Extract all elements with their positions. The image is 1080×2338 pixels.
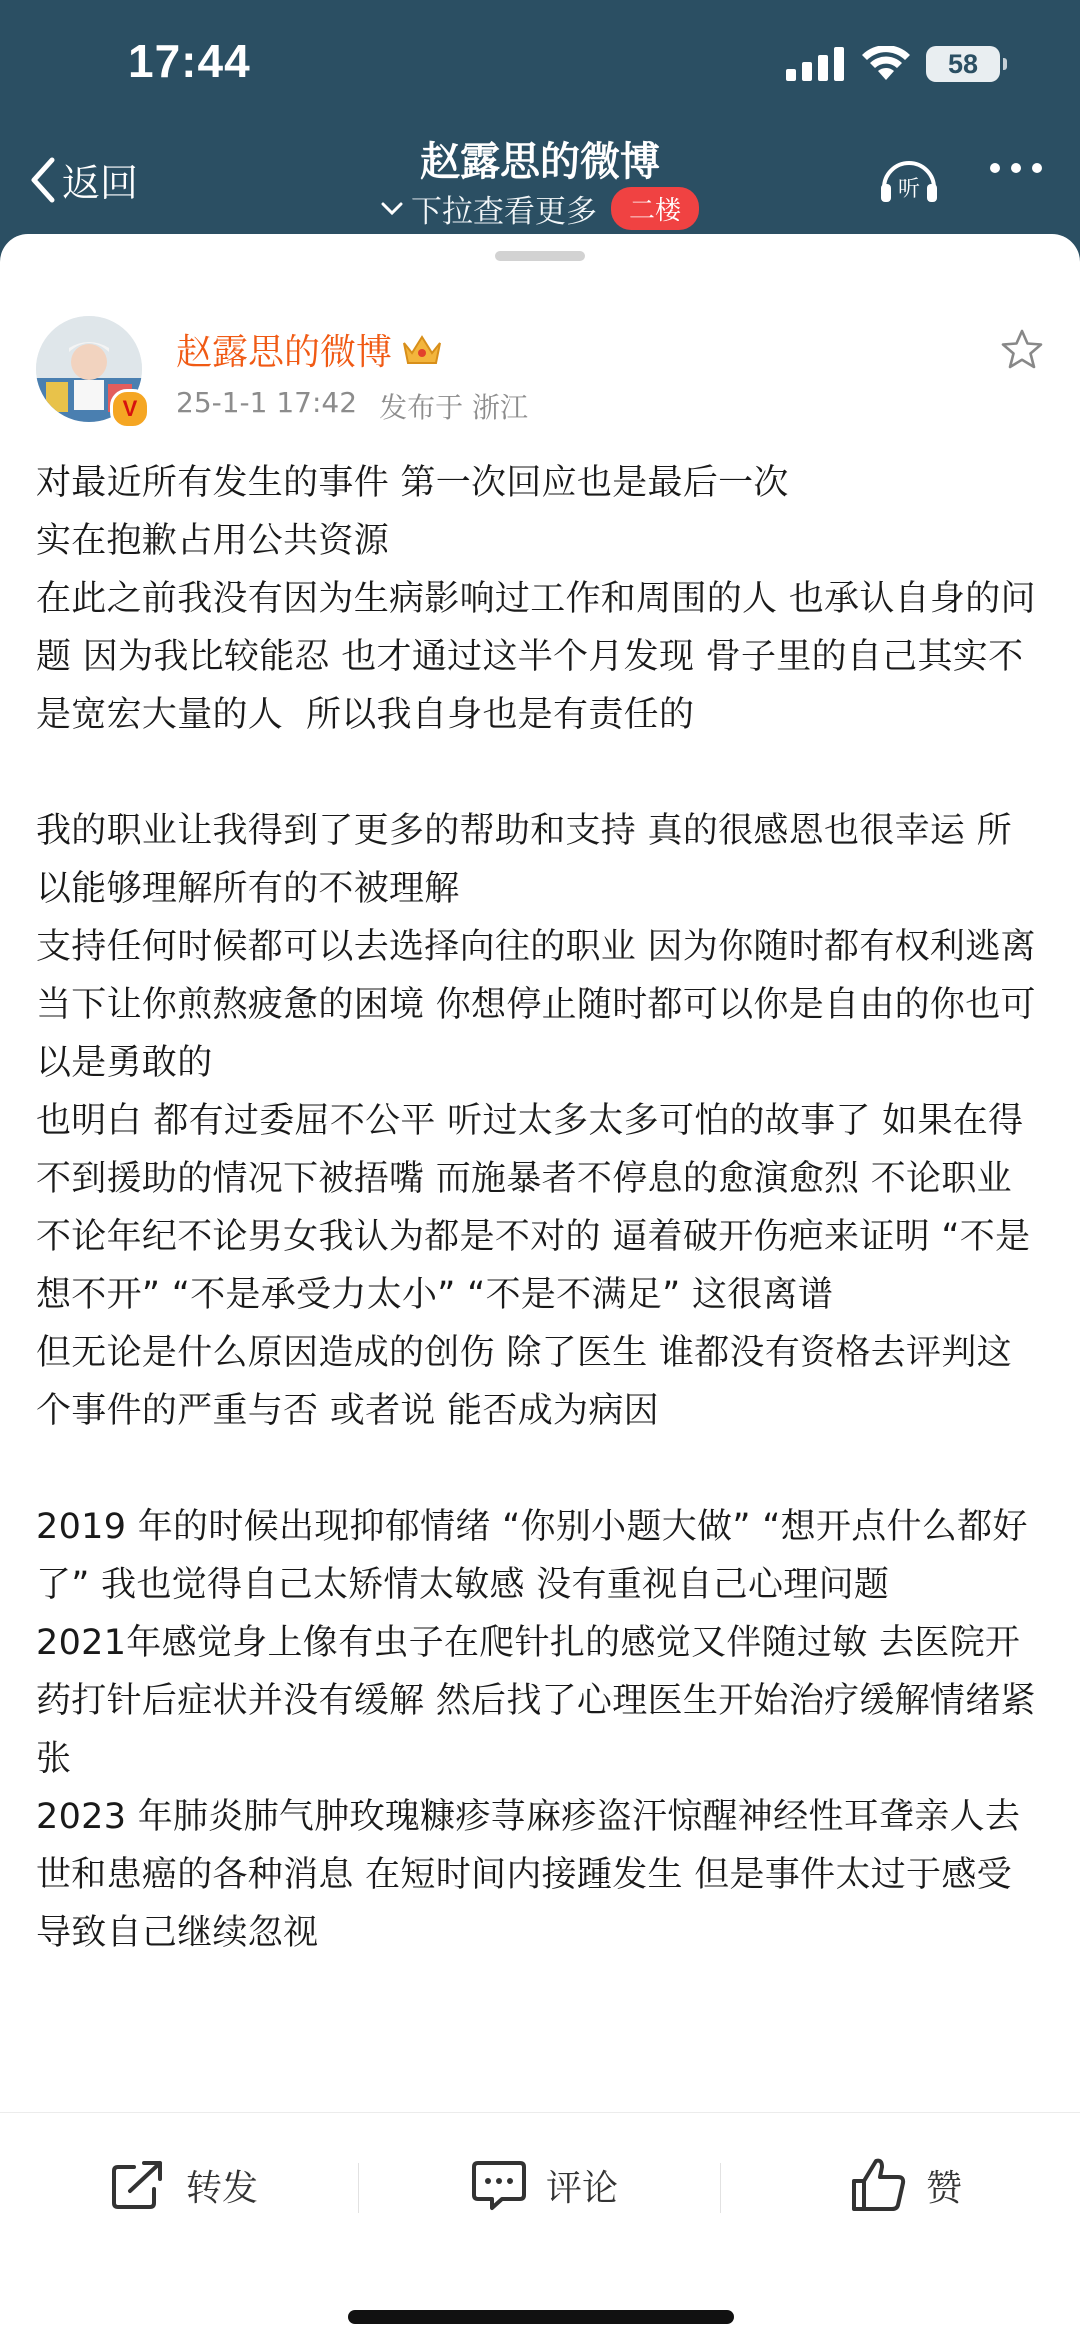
action-bar [0,2112,1080,2338]
chevron-down-icon [381,202,403,216]
repost-label: 转发 [186,2167,259,2209]
nav-bar [0,130,1080,238]
page-title: 赵露思的微博 [420,139,660,185]
home-indicator[interactable] [348,2310,734,2324]
sheet-grabber[interactable] [495,251,585,261]
star-icon [1000,328,1044,370]
cellular-signal-icon [786,47,846,81]
pull-down-label: 下拉查看更多 [410,194,597,230]
post-meta [176,386,528,426]
verified-badge-icon: V [110,389,150,429]
status-icons [786,44,1000,84]
comment-label: 评论 [546,2167,619,2209]
status-bar [0,0,1080,130]
favorite-button[interactable] [1000,328,1044,374]
status-time: 17:44 [128,35,251,87]
post-sheet [0,234,1080,2337]
repost-icon [110,2159,168,2211]
post-body [36,454,1046,2329]
post-location: 发布于 浙江 [379,391,528,424]
crown-icon [400,331,444,369]
listen-button[interactable] [878,152,940,210]
wifi-icon [862,46,910,82]
author-row[interactable] [176,324,444,375]
post-paragraph: 对最近所有发生的事件 第一次回应也是最后一次 实在抱歉占用公共资源 在此之前我没有因为生病影响过工作和周围的人 也承认自身的问题 因为我比较能忍 也才通过这半个月发现 骨子里的自己其实不是宽宏大量的人 所以我自身也是有责任的 [36,463,1036,735]
back-label: 返回 [62,161,139,205]
like-button[interactable] [850,2145,962,2225]
repost-button[interactable] [110,2145,258,2225]
second-floor-badge[interactable]: 二楼 [611,187,699,230]
like-label: 赞 [926,2167,963,2209]
more-button[interactable] [988,160,1044,179]
action-divider [720,2163,721,2213]
listen-label: 听 [897,177,921,202]
battery-icon: 58 [926,46,1000,82]
post-paragraph: 我的职业让我得到了更多的帮助和支持 真的很感恩也很幸运 所以能够理解所有的不被理解 支持任何时候都可以去选择向往的职业 因为你随时都有权利逃离当下让你煎熬疲惫的困境 你想停止随时都可以你是自由的你也可以是勇敢的 也明白 都有过委屈不公平 听过太多太多可怕的故事了 如果在得不到援助的情况下被捂嘴 而施暴者不停息的愈演愈烈 不论职业不论年纪不论男女我认为都是不对的 逼着破开伤疤来证明 “不是想不开” “不是承受力太小” “不是不满足” 这很离谱 但无论是什么原因造成的创伤 除了医生 谁都没有资格去评判这个事件的严重与否 或者说 能否成为病因 [36,811,1036,1431]
post-paragraph: 2019 年的时候出现抑郁情绪 “你别小题大做” “想开点什么都好了” 我也觉得自己太矫情太敏感 没有重视自己心理问题 2021年感觉身上像有虫子在爬针扎的感觉又伴随过敏 去医院开药打针后症状并没有缓解 然后找了心理医生开始治疗缓解情绪紧张 2023 年肺炎肺气肿玫瑰糠疹荨麻疹盗汗惊醒神经性耳聋亲人去世和患癌的各种消息 在短时间内接踵发生 但是事件太过于感受 导致自己继续忽视 [36,1507,1036,1953]
action-divider [358,2163,359,2213]
author-name[interactable]: 赵露思的微博 [176,332,393,373]
comment-button[interactable] [470,2145,618,2225]
more-dots-icon [988,161,1044,175]
thumbs-up-icon [850,2157,908,2213]
post-timestamp: 25-1-1 17:42 [176,386,358,419]
comment-icon [470,2159,528,2211]
headphones-icon [878,152,940,206]
